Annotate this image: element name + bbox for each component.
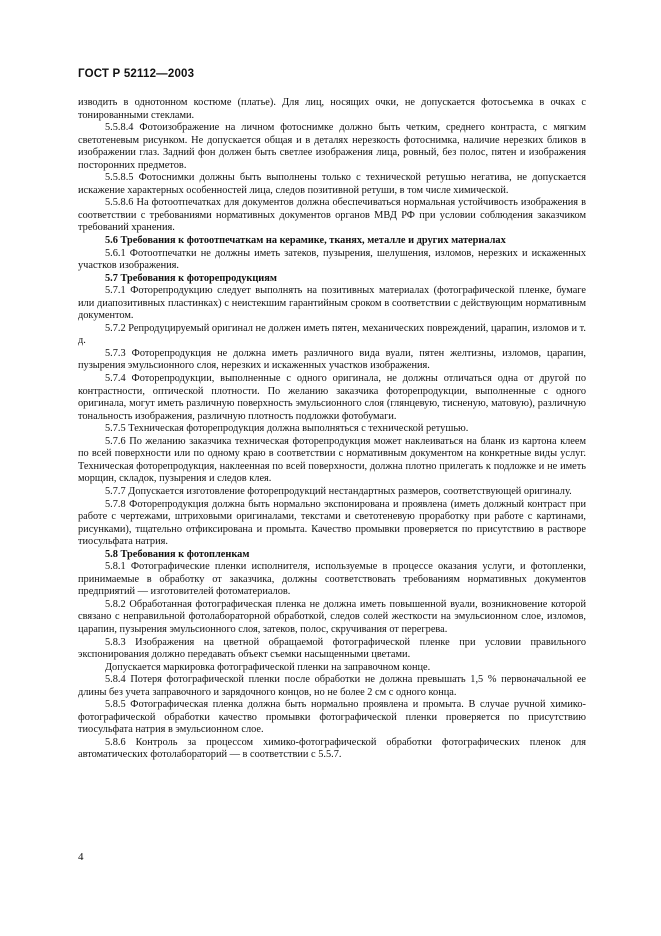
paragraph: 5.8.3 Изображения на цветной обращаемой фотографической пленке при условии правильного экспонирования должно передавать объект съемки насыщенными цветами.	[78, 636, 586, 661]
paragraph: 5.7.3 Фоторепродукция не должна иметь различного вида вуали, пятен желтизны, изломов, царапин, пузырения эмульсионного слоя, нерезких и искаженных участков изображения.	[78, 347, 586, 372]
document-body	[78, 97, 586, 762]
paragraph: 5.7.2 Репродуцируемый оригинал не должен иметь пятен, механических повреждений, царапин, изломов и т. д.	[78, 322, 586, 347]
section-heading: 5.6 Требования к фотоотпечаткам на керамике, тканях, металле и других материалах	[105, 235, 506, 247]
paragraph: 5.7.6 По желанию заказчика техническая фоторепродукция может наклеиваться на бланк из картона клеем по всей поверхности или по одному краю в соответствии с нормативным документом на конкретные виды услуг. Техническая фоторепродукция, наклеенная по всей поверхности, должна плотно прилегать к подложке и не иметь морщин, складок, пузырения и следов клея.	[78, 435, 586, 485]
paragraph: 5.5.8.4 Фотоизображение на личном фотоснимке должно быть четким, среднего контраста, с мягким светотеневым рисунком. Не допускается общая и в деталях нерезкость фотоснимка, наличие нерезких бликов в изображении глаз. Задний фон должен быть светлее изображения лица, ровный, без полос, пятен и изображения посторонних предметов.	[78, 122, 586, 171]
paragraph: 5.5.8.5 Фотоснимки должны быть выполнены только с технической ретушью негатива, не допускается искажение характерных особенностей лица, следов позитивной ретуши, в том числе химической.	[78, 172, 586, 196]
paragraph: Допускается маркировка фотографической пленки на заправочном конце.	[105, 661, 431, 673]
paragraph: 5.7.7 Допускается изготовление фоторепродукций нестандартных размеров, соответствующей оригиналу.	[105, 485, 572, 497]
section-heading: 5.7 Требования к фоторепродукциям	[105, 272, 277, 284]
document-header: ГОСТ Р 52112—2003	[78, 68, 195, 80]
paragraph: 5.5.8.6 На фотоотпечатках для документов должна обеспечиваться нормальная устойчивость изображения в соответствии с требованиями нормативных документов органов МВД РФ при условии соблюдения заказчиком требований хранения.	[78, 197, 586, 234]
paragraph: 5.8.2 Обработанная фотографическая пленка не должна иметь повышенной вуали, возникновение которой связано с неправильной фотолабораторной обработкой, следов солей жесткости на эмульсионном слое, изломов, царапин, пузырения эмульсионного слоя, затеков, полос, скручивания от перегрева.	[78, 598, 586, 635]
paragraph: 5.8.1 Фотографические пленки исполнителя, используемые в процессе оказания услуги, и фотопленки, принимаемые в обработку от заказчика, должны соответствовать требованиям нормативных документов предприятий — изготовителей фотоматериалов.	[78, 561, 586, 598]
paragraph: 5.7.8 Фоторепродукция должна быть нормально экспонирована и проявлена (иметь должный контраст при работе с чертежами, штриховыми оригиналами, текстами и светотеневую проработку при работе с картинами, рисунками), тщательно отфиксирована и промыта. Качество промывки проверяется по присутствию в растворе тиосульфата натрия.	[78, 498, 586, 548]
paragraph: 5.7.5 Техническая фоторепродукция должна выполняться с технической ретушью.	[105, 423, 469, 435]
page-number: 4	[78, 851, 84, 863]
paragraph: 5.6.1 Фотоотпечатки не должны иметь затеков, пузырения, шелушения, изломов, нерезких и искаженных участков изображения.	[78, 247, 586, 272]
section-heading: 5.8 Требования к фотопленкам	[105, 548, 250, 560]
paragraph: 5.7.1 Фоторепродукцию следует выполнять на позитивных материалах (фотографической пленке, бумаге или диапозитивных пластинках) с неистекшим гарантийным сроком в соответствии с действующим нормативным документом.	[78, 285, 586, 322]
paragraph: 5.8.5 Фотографическая пленка должна быть нормально проявлена и промыта. В случае ручной химико-фотографической обработки качество промывки фотографической пленки проверяется по присутствию тиосульфата натрия в эмульсионном слое.	[78, 699, 586, 736]
paragraph: 5.8.4 Потеря фотографической пленки после обработки не должна превышать 1,5 % первоначальной ее длины без учета заправочного и зарядочного концов, но не более 2 см с одного конца.	[78, 674, 586, 698]
paragraph: 5.7.4 Фоторепродукции, выполненные с одного оригинала, не должны отличаться одна от другой по контрастности, оптической плотности. По желанию заказчика фоторепродукции, выполненные с одного оригинала, могут иметь различную поверхность эмульсионного слоя (глянцевую, тисненую, матовую), различную тональность изображения, различную плотность подложки фотобумаги.	[78, 373, 586, 422]
paragraph: изводить в однотонном костюме (платье). Для лиц, носящих очки, не допускается фотосъемка в очках с тонированными стеклами.	[78, 97, 586, 121]
paragraph: 5.8.6 Контроль за процессом химико-фотографической обработки фотографических пленок для автоматических фотолабораторий — в соответствии с 5.5.7.	[78, 736, 586, 761]
